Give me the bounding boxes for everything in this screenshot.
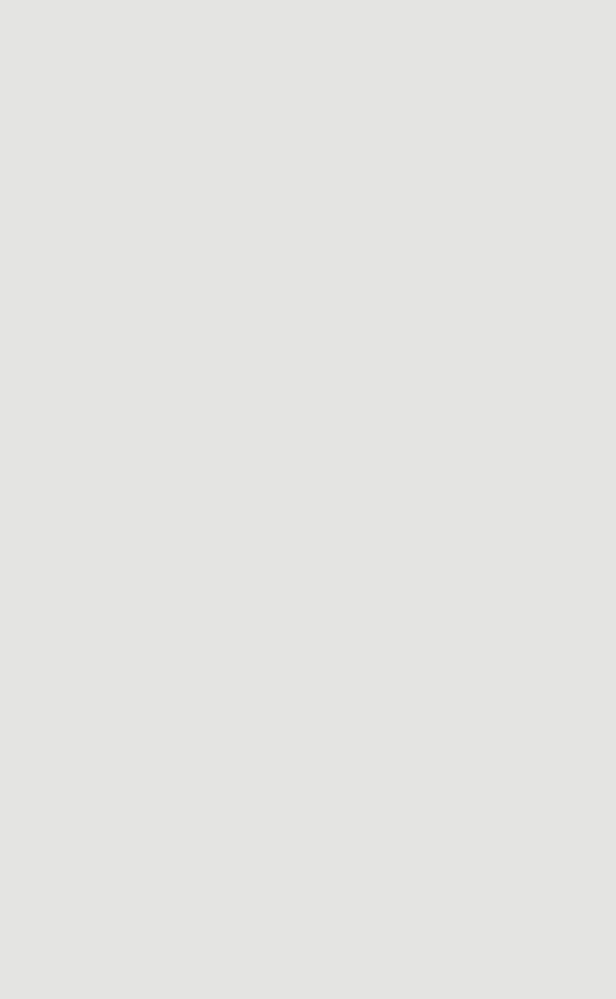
show-through-texture — [20, 0, 596, 999]
